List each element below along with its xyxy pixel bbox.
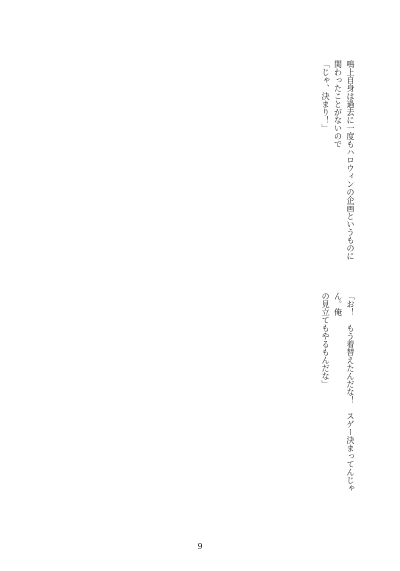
text-column: の見立てもやるもんだな」 [321, 292, 331, 388]
page-number: 9 [197, 542, 203, 551]
text-column: 「お！ もう着替えたんだな！ スゲー決まってんじゃん。俺 [333, 292, 355, 492]
text-column: 「じゃ、決まり！」 [321, 60, 331, 132]
body-text-lower [44, 292, 356, 497]
body-text-upper [44, 60, 356, 265]
text-column: 鳴上自身は過去に一度もハロウィンの企画というものに関わったことがないので [333, 60, 355, 260]
